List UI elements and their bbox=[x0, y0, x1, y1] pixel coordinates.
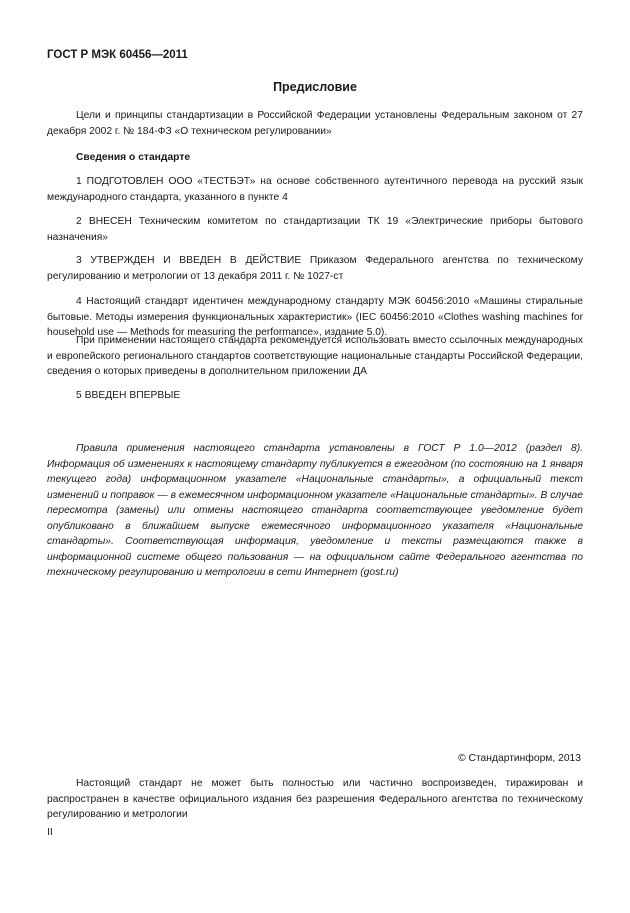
reproduction-notice: Настоящий стандарт не может быть полностью или частично воспроизведен, тиражирован и распространен в качестве официального издания без разрешения Федерального агентства по техническому регулированию и метрологии bbox=[47, 778, 583, 820]
item-1: 1 ПОДГОТОВЛЕН ООО «ТЕСТБЭТ» на основе собственного аутентичного перевода на русский язык международного стандарта, указанного в пункте 4 bbox=[47, 176, 583, 203]
intro-paragraph: Цели и принципы стандартизации в Российской Федерации установлены Федеральным законом от 27 декабря 2002 г. № 184-ФЗ «О техническом регулировании» bbox=[47, 110, 583, 137]
item-3: 3 УТВЕРЖДЕН И ВВЕДЕН В ДЕЙСТВИЕ Приказом Федерального агентства по техническому регулированию и метрологии от 13 декабря 2011 г. № 1027-ст bbox=[47, 255, 583, 282]
page-title: Предисловие bbox=[273, 80, 357, 94]
item-2: 2 ВНЕСЕН Техническим комитетом по стандартизации ТК 19 «Электрические приборы бытового назначения» bbox=[47, 216, 583, 243]
section-heading: Сведения о стандарте bbox=[76, 152, 191, 163]
item-5: 5 ВВЕДЕН ВПЕРВЫЕ bbox=[76, 390, 181, 401]
page-number: II bbox=[47, 826, 53, 838]
standard-id-header: ГОСТ Р МЭК 60456—2011 bbox=[47, 49, 188, 61]
item-4: 4 Настоящий стандарт идентичен международному стандарту МЭК 60456:2010 «Машины стиральные бытовые. Методы измерения функциональных характеристик» (IEC 60456:2010 «Clothes washing machines for household use — Methods for measuring the performance», издание 5.0). bbox=[47, 296, 583, 338]
copyright-notice: © Стандартинформ, 2013 bbox=[458, 753, 581, 764]
rules-paragraph: Правила применения настоящего стандарта установлены в ГОСТ Р 1.0—2012 (раздел 8). Информация об изменениях к настоящему стандарту публикуется в ежегодном (по состоянию на 1 января текущего года) информационном указателе «Национальные стандарты», а официальный текст изменений и поправок — в ежемесячном информационном указателе «Национальные стандарты». В случае пересмотра (замены) или отмены настоящего стандарта соответствующее уведомление будет опубликовано в ближайшем выпуске ежемесячного информационного указателя «Национальные стандарты». Соответствующая информация, уведомление и тексты размещаются также в информационной системе общего пользования — на официальном сайте Федерального агентства по техническому регулированию и метрологии в сети Интернет (gost.ru) bbox=[47, 443, 583, 578]
item-4-note: При применении настоящего стандарта рекомендуется использовать вместо ссылочных международных и европейского регионального стандартов соответствующие национальные стандарты Российской Федерации, сведения о которых приведены в дополнительном приложении ДА bbox=[47, 335, 583, 377]
